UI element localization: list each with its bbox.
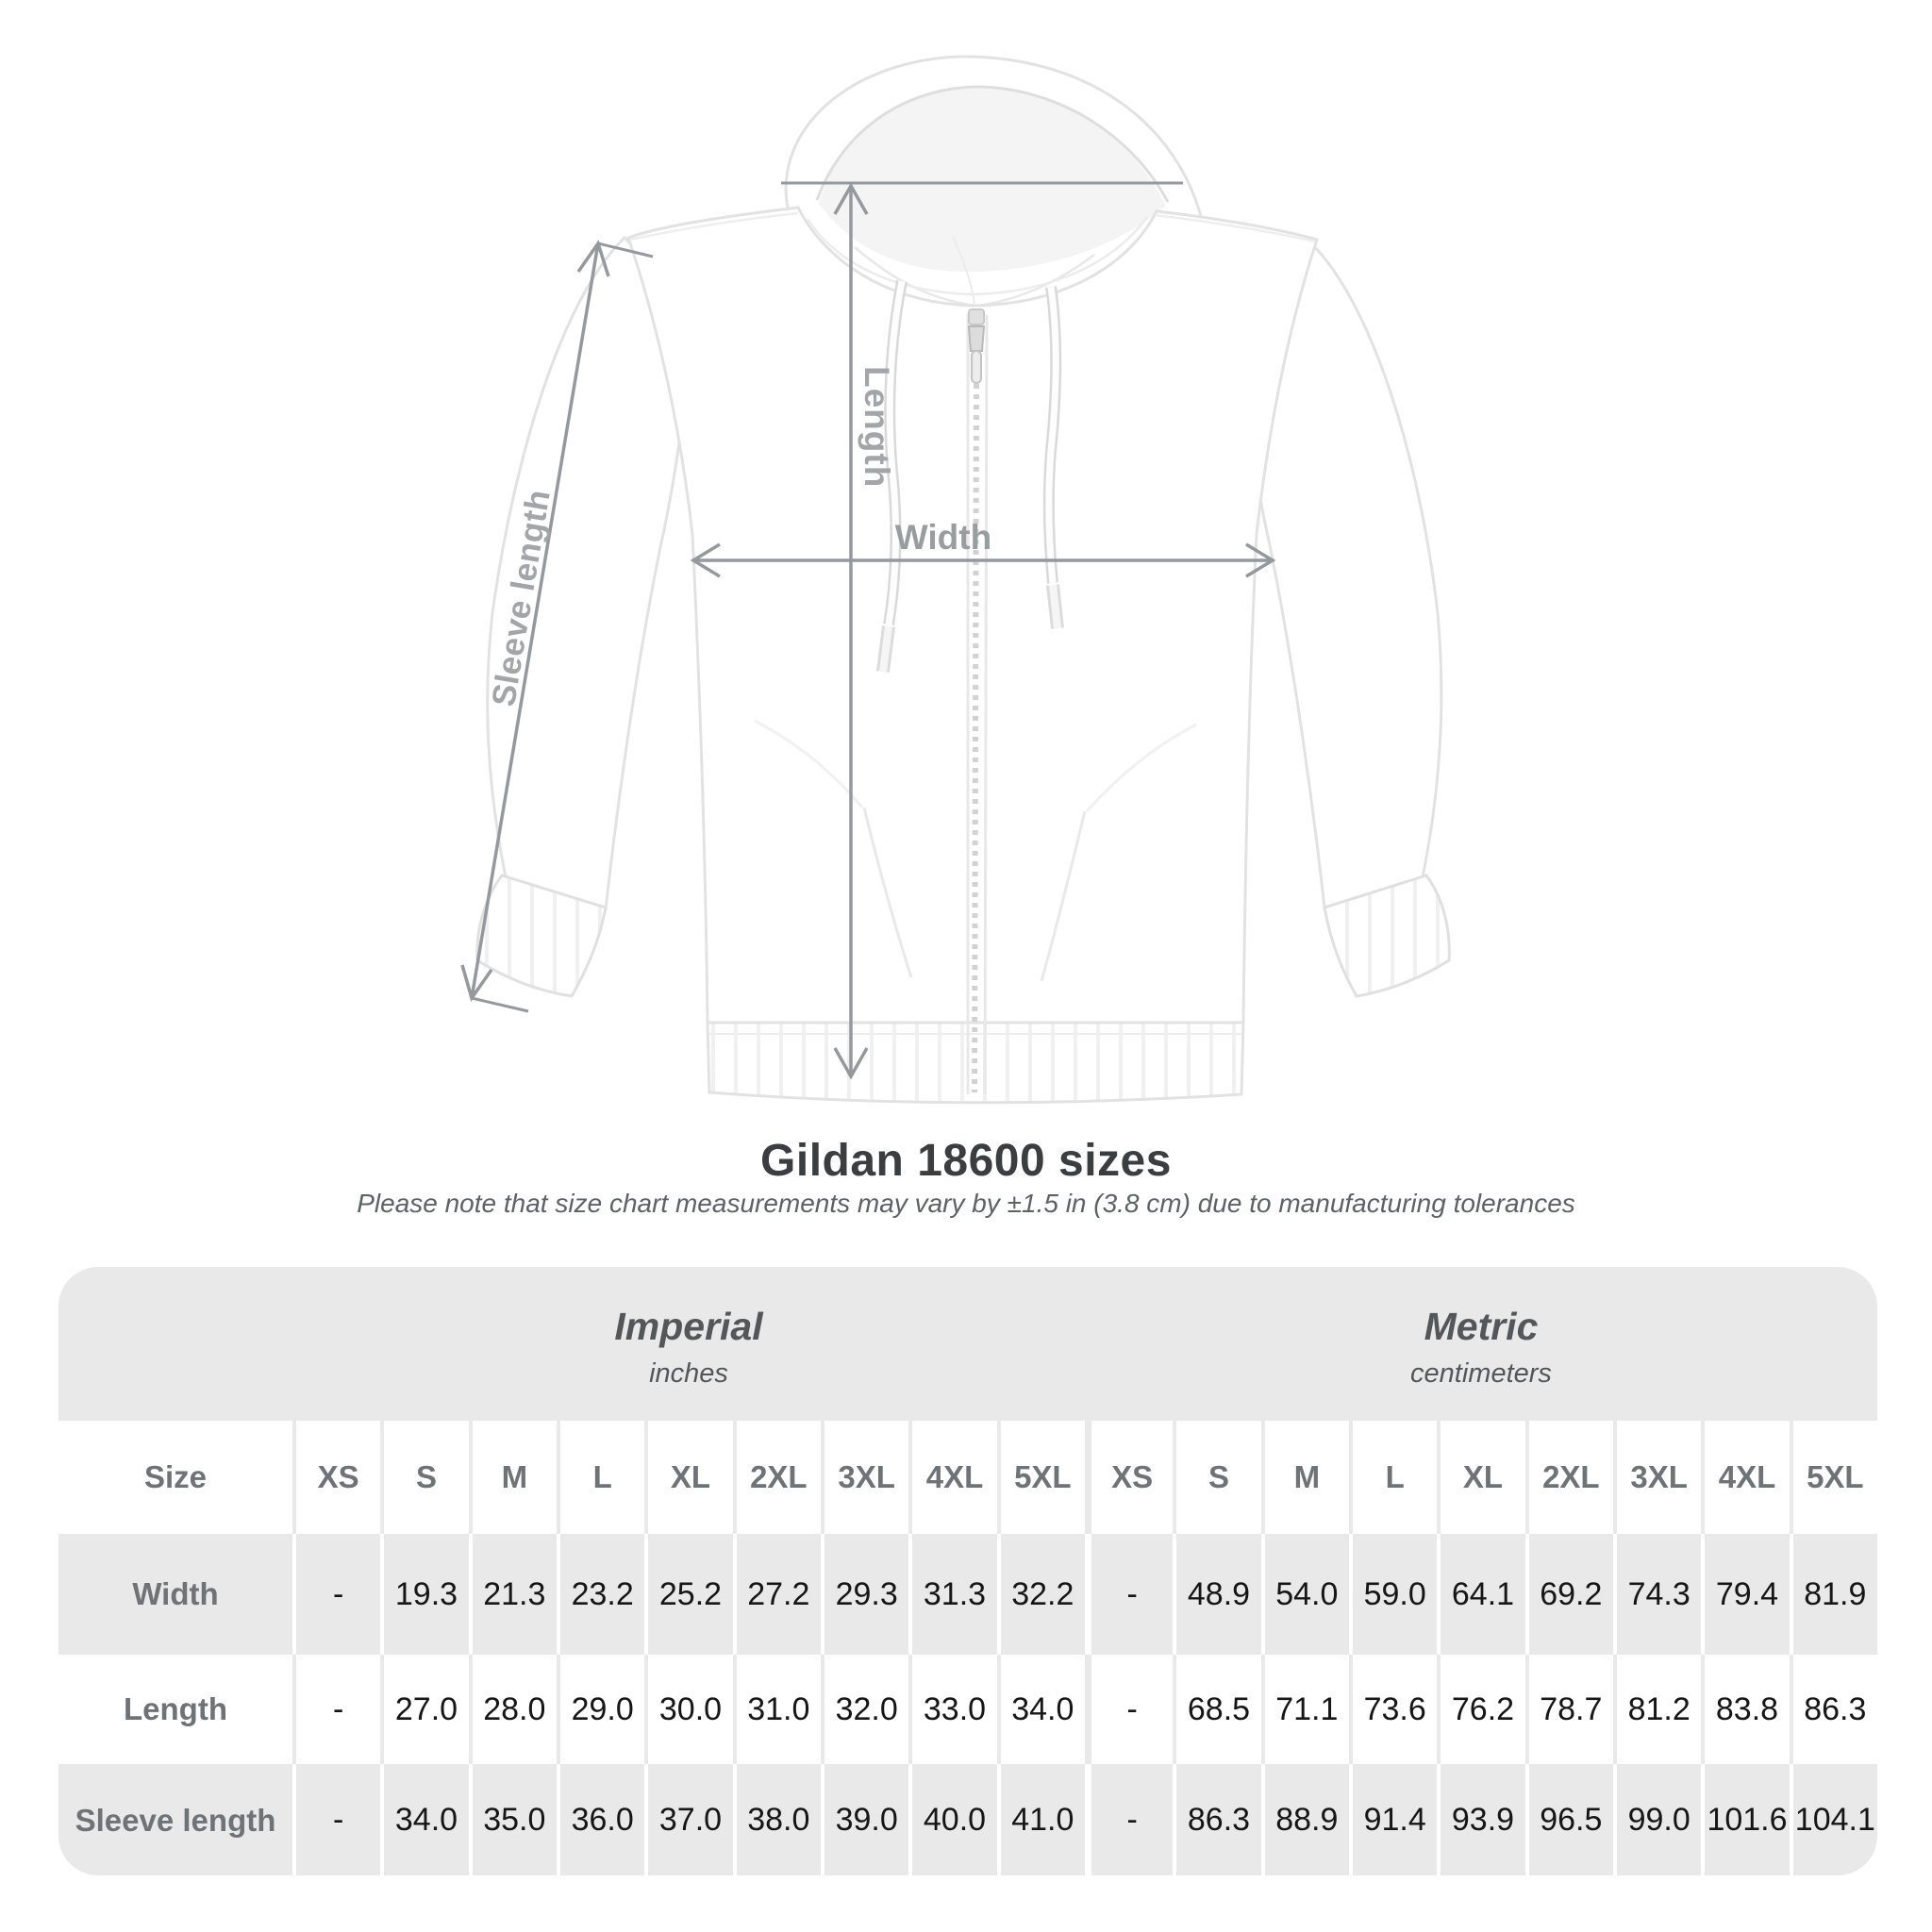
size-column-header: Size (58, 1421, 292, 1534)
value-cell-metric: - (1085, 1534, 1173, 1655)
band-spacer (58, 1267, 292, 1421)
imperial-unit: inches (649, 1357, 728, 1389)
value-cell-imperial: 34.0 (380, 1764, 468, 1875)
value-cell-metric: 91.4 (1349, 1764, 1437, 1875)
row-label: Sleeve length (58, 1764, 292, 1875)
value-cell-metric: 71.1 (1261, 1655, 1349, 1764)
value-cell-metric: 86.3 (1790, 1655, 1877, 1764)
value-cell-imperial: 30.0 (644, 1655, 732, 1764)
value-cell-imperial: 38.0 (733, 1764, 821, 1875)
value-cell-metric: 81.9 (1790, 1534, 1877, 1655)
size-col-metric: XL (1437, 1421, 1524, 1534)
hoodie-image (477, 57, 1450, 1103)
row-label: Length (58, 1655, 292, 1764)
value-cell-imperial: 40.0 (908, 1764, 996, 1875)
value-cell-metric: 78.7 (1525, 1655, 1613, 1764)
value-cell-metric: 69.2 (1525, 1534, 1613, 1655)
size-col-imperial: L (557, 1421, 644, 1534)
imperial-header (292, 1267, 1085, 1421)
size-col-metric: 2XL (1525, 1421, 1613, 1534)
width-row (58, 1534, 1877, 1655)
value-cell-metric: 76.2 (1437, 1655, 1524, 1764)
value-cell-metric: 81.2 (1613, 1655, 1701, 1764)
length-row (58, 1655, 1877, 1764)
value-cell-imperial: 41.0 (997, 1764, 1085, 1875)
value-cell-metric: 99.0 (1613, 1764, 1701, 1875)
value-cell-metric: 101.6 (1701, 1764, 1789, 1875)
value-cell-imperial: - (292, 1655, 380, 1764)
size-header-row (58, 1421, 1877, 1534)
size-col-imperial: XL (644, 1421, 732, 1534)
value-cell-metric: 93.9 (1437, 1764, 1524, 1875)
value-cell-imperial: 35.0 (469, 1764, 557, 1875)
value-cell-metric: 64.1 (1437, 1534, 1524, 1655)
value-cell-metric: 88.9 (1261, 1764, 1349, 1875)
unit-band (58, 1267, 1877, 1421)
size-col-metric: L (1349, 1421, 1437, 1534)
value-cell-imperial: - (292, 1534, 380, 1655)
value-cell-imperial: 29.0 (557, 1655, 644, 1764)
value-cell-imperial: 29.3 (821, 1534, 908, 1655)
size-col-imperial: 3XL (821, 1421, 908, 1534)
value-cell-metric: 104.1 (1790, 1764, 1877, 1875)
value-cell-metric: 48.9 (1173, 1534, 1260, 1655)
width-measure-label: Width (894, 518, 992, 557)
value-cell-imperial: 33.0 (908, 1655, 996, 1764)
value-cell-imperial: 34.0 (997, 1655, 1085, 1764)
value-cell-imperial: 36.0 (557, 1764, 644, 1875)
size-col-metric: 4XL (1701, 1421, 1789, 1534)
value-cell-imperial: 21.3 (469, 1534, 557, 1655)
value-cell-imperial: 31.3 (908, 1534, 996, 1655)
value-cell-metric: - (1085, 1764, 1173, 1875)
row-label: Width (58, 1534, 292, 1655)
size-col-imperial: M (469, 1421, 557, 1534)
length-measure-label: Length (858, 366, 896, 489)
value-cell-imperial: 23.2 (557, 1534, 644, 1655)
value-cell-metric: 83.8 (1701, 1655, 1789, 1764)
size-col-metric: 3XL (1613, 1421, 1701, 1534)
imperial-title: Imperial (614, 1304, 763, 1348)
value-cell-metric: 54.0 (1261, 1534, 1349, 1655)
value-cell-imperial: 39.0 (821, 1764, 908, 1875)
value-cell-metric: 59.0 (1349, 1534, 1437, 1655)
value-cell-imperial: 25.2 (644, 1534, 732, 1655)
value-cell-imperial: 19.3 (380, 1534, 468, 1655)
sleeve-length-measure-label: Sleeve length (485, 487, 558, 709)
value-cell-imperial: 27.0 (380, 1655, 468, 1764)
value-cell-metric: 86.3 (1173, 1764, 1260, 1875)
size-col-imperial: 4XL (908, 1421, 996, 1534)
tolerance-note: Please note that size chart measurements may vary by ±1.5 in (3.8 cm) due to manufacturing tolerances (357, 1189, 1575, 1218)
value-cell-metric: - (1085, 1655, 1173, 1764)
value-cell-imperial: 28.0 (469, 1655, 557, 1764)
value-cell-imperial: 37.0 (644, 1764, 732, 1875)
size-col-metric: M (1261, 1421, 1349, 1534)
metric-unit: centimeters (1410, 1357, 1552, 1389)
value-cell-imperial: - (292, 1764, 380, 1875)
size-table (58, 1267, 1877, 1875)
size-col-imperial: 2XL (733, 1421, 821, 1534)
value-cell-metric: 68.5 (1173, 1655, 1260, 1764)
value-cell-metric: 96.5 (1525, 1764, 1613, 1875)
value-cell-metric: 73.6 (1349, 1655, 1437, 1764)
metric-title: Metric (1424, 1304, 1539, 1348)
size-col-metric: S (1173, 1421, 1260, 1534)
page-title: Gildan 18600 sizes (760, 1136, 1172, 1186)
value-cell-metric: 74.3 (1613, 1534, 1701, 1655)
size-col-imperial: 5XL (997, 1421, 1085, 1534)
sleeve-length-row (58, 1764, 1877, 1875)
size-col-metric: 5XL (1790, 1421, 1877, 1534)
metric-header (1085, 1267, 1877, 1421)
value-cell-imperial: 27.2 (733, 1534, 821, 1655)
value-cell-imperial: 32.0 (821, 1655, 908, 1764)
size-col-metric: XS (1085, 1421, 1173, 1534)
size-col-imperial: S (380, 1421, 468, 1534)
value-cell-imperial: 32.2 (997, 1534, 1085, 1655)
value-cell-metric: 79.4 (1701, 1534, 1789, 1655)
value-cell-imperial: 31.0 (733, 1655, 821, 1764)
size-col-imperial: XS (292, 1421, 380, 1534)
